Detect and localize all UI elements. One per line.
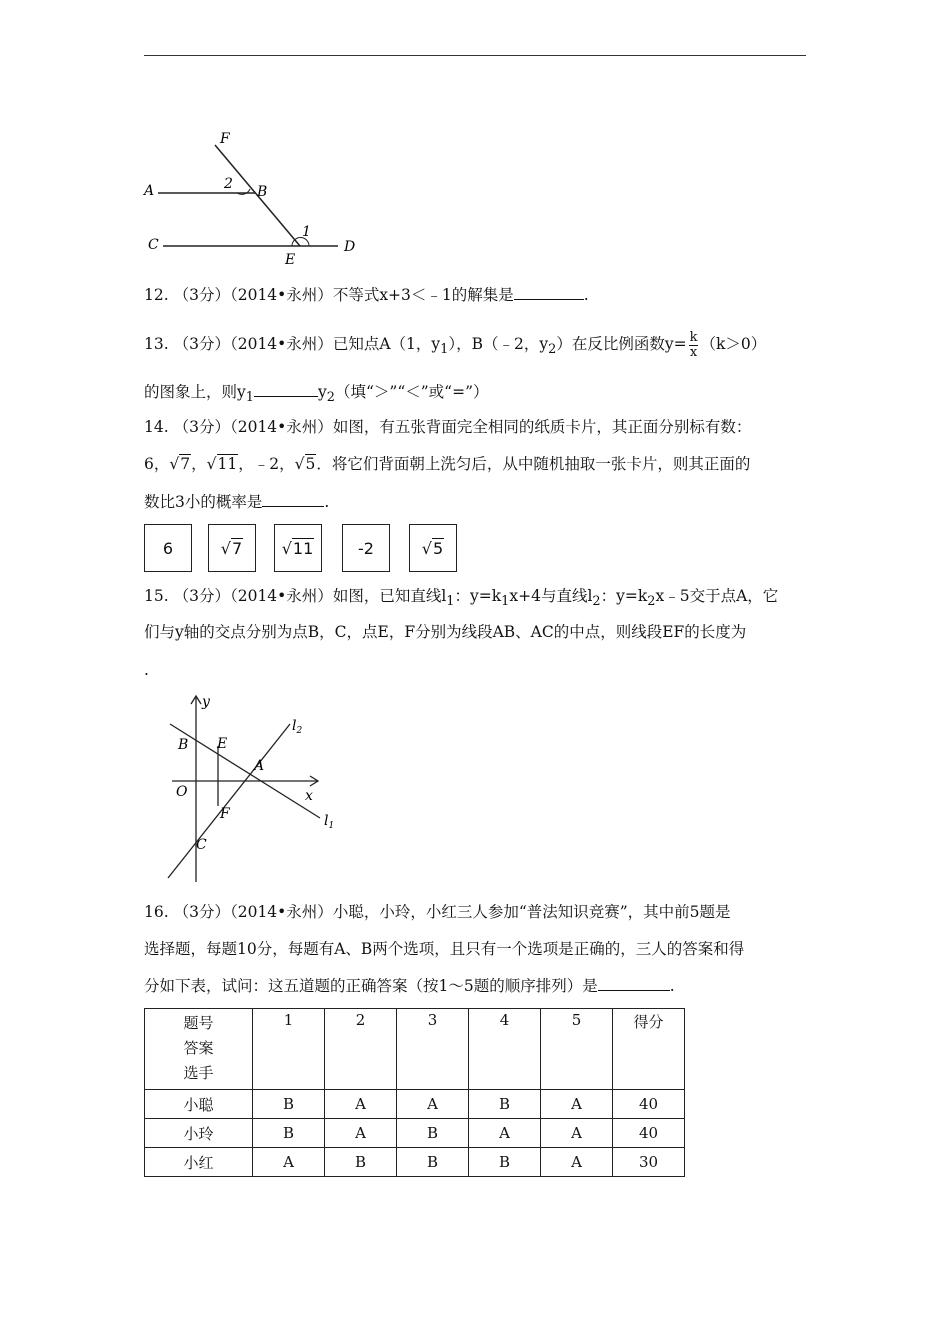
- question-12: 12. （3分）（2014•永州）不等式x+3＜﹣1的解集是 .: [144, 286, 589, 304]
- label-x: x: [305, 788, 313, 804]
- player-name: 小红: [145, 1148, 253, 1177]
- answers-table: [144, 1008, 685, 1177]
- label-C: C: [148, 237, 159, 253]
- card-sqrt5: √5: [409, 524, 457, 572]
- figure-coordinate-lines: [140, 688, 360, 888]
- question-16-line2: 选择题，每题10分，每题有A、B两个选项，且只有一个选项是正确的，三人的答案和得: [144, 940, 745, 958]
- answer-cell: A: [469, 1119, 541, 1148]
- label-F: F: [220, 131, 230, 147]
- column-header: 得分: [613, 1009, 685, 1090]
- answer-cell: B: [397, 1119, 469, 1148]
- answer-cell: B: [325, 1148, 397, 1177]
- answer-cell: B: [397, 1148, 469, 1177]
- table-row: [145, 1148, 685, 1177]
- answer-cell: A: [541, 1090, 613, 1119]
- question-16: 16. （3分）（2014•永州）小聪，小玲，小红三人参加“普法知识竞赛”，其中前5题是: [144, 903, 731, 921]
- score-cell: 40: [613, 1119, 685, 1148]
- label-A: A: [144, 183, 155, 199]
- table-header-row: [145, 1009, 685, 1090]
- answer-cell: A: [253, 1148, 325, 1177]
- answer-cell: A: [541, 1119, 613, 1148]
- label-B: B: [257, 184, 268, 200]
- column-header: 4: [469, 1009, 541, 1090]
- line-l1: [170, 724, 320, 818]
- header-rule: [144, 55, 806, 56]
- table-corner-cell: 题号 答案 选手: [145, 1009, 253, 1090]
- answer-blank-12: [514, 285, 584, 300]
- question-15-line3: .: [144, 661, 149, 679]
- player-name: 小聪: [145, 1090, 253, 1119]
- sqrt-5: √5: [294, 455, 316, 473]
- table-row: [145, 1119, 685, 1148]
- card-neg2: -2: [342, 524, 390, 572]
- answer-blank-16: [598, 976, 670, 991]
- label-E: E: [217, 736, 228, 752]
- answer-cell: B: [253, 1090, 325, 1119]
- question-15: 15. （3分）（2014•永州）如图，已知直线$l_1$：$y=k_1x+4$与直线$l_2$：$y=k_2x﹣5$交于点A，它: [144, 587, 779, 610]
- player-name: 小玲: [145, 1119, 253, 1148]
- column-header: 2: [325, 1009, 397, 1090]
- card-sqrt7: √7: [208, 524, 256, 572]
- score-cell: 40: [613, 1090, 685, 1119]
- label-A: A: [254, 758, 265, 774]
- label-1: 1: [302, 224, 311, 240]
- label-l1: $l_1$: [324, 813, 335, 831]
- label-D: D: [344, 239, 356, 255]
- card-6: 6: [144, 524, 192, 572]
- label-C: C: [196, 837, 207, 853]
- answer-cell: B: [469, 1148, 541, 1177]
- question-13: 13. （3分）（2014•永州）已知点A（1，$y_1$），B（﹣2，$y_2$）在反比例函数y= $\frac{k}{x}$ （k＞0）: [144, 329, 767, 360]
- label-2: 2: [224, 176, 233, 192]
- label-F: F: [220, 806, 230, 822]
- answer-blank-14: [262, 492, 324, 507]
- figure-parallel-lines: [140, 125, 370, 270]
- card-sqrt11: √11: [274, 524, 322, 572]
- question-15-line2: 们与y轴的交点分别为点B，C，点E，F分别为线段AB、AC的中点，则线段EF的长度为: [144, 623, 747, 641]
- answer-cell: A: [397, 1090, 469, 1119]
- table-row: [145, 1090, 685, 1119]
- answer-cell: B: [253, 1119, 325, 1148]
- label-E: E: [285, 252, 296, 268]
- question-14-line2: 6，√7，√11，﹣2，√5．将它们背面朝上洗匀后，从中随机抽取一张卡片，则其正面的: [144, 455, 751, 473]
- label-y: y: [202, 694, 210, 710]
- sqrt-11: √11: [206, 455, 238, 473]
- answer-blank-13: [254, 382, 318, 397]
- question-14: 14. （3分）（2014•永州）如图，有五张背面完全相同的纸质卡片，其正面分别标有数：: [144, 418, 752, 436]
- question-13-line2: 的图象上，则$y_1$ $y_2$（填“＞”“＜”或“=”）: [144, 383, 489, 406]
- question-14-line3: 数比3小的概率是 .: [144, 493, 330, 511]
- label-l2: $l_2$: [292, 718, 303, 736]
- sqrt-7: √7: [169, 455, 191, 473]
- label-B: B: [178, 737, 189, 753]
- column-header: 3: [397, 1009, 469, 1090]
- answer-cell: A: [541, 1148, 613, 1177]
- answer-cell: A: [325, 1090, 397, 1119]
- question-16-line3: 分如下表，试问：这五道题的正确答案（按1～5题的顺序排列）是 .: [144, 977, 675, 995]
- score-cell: 30: [613, 1148, 685, 1177]
- fraction-k-over-x: $\frac{k}{x}$: [689, 329, 698, 360]
- column-header: 5: [541, 1009, 613, 1090]
- label-O: O: [176, 784, 188, 800]
- column-header: 1: [253, 1009, 325, 1090]
- answer-cell: A: [325, 1119, 397, 1148]
- answer-cell: B: [469, 1090, 541, 1119]
